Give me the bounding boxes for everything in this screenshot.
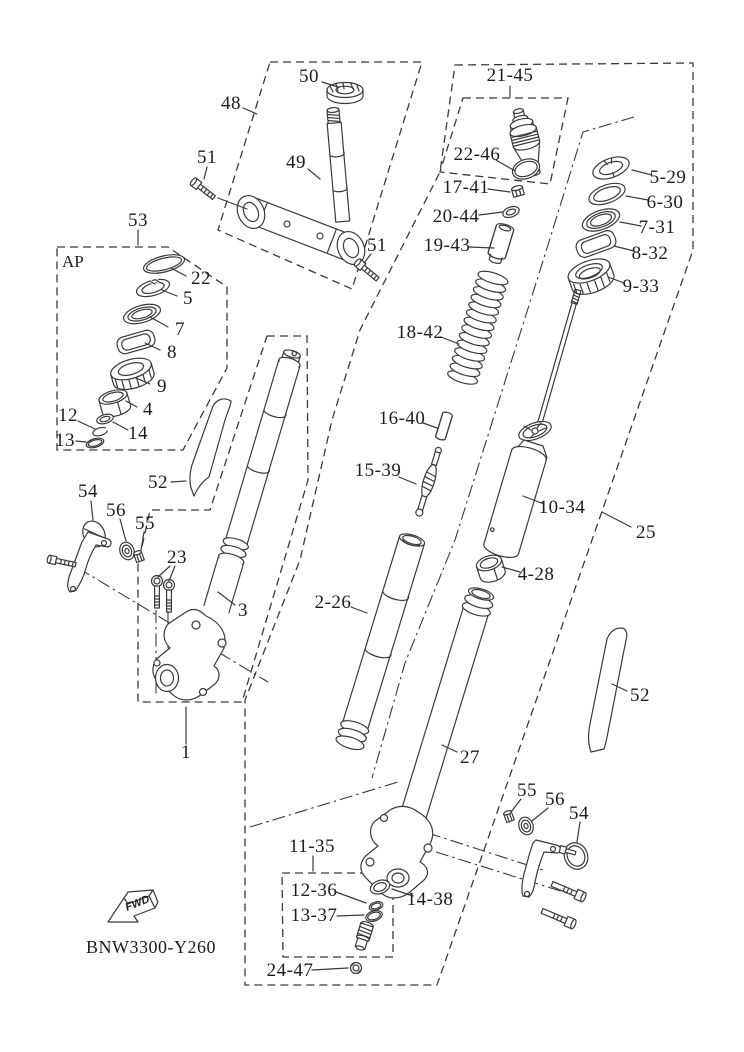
part-3-axle-bracket <box>153 609 226 700</box>
part-label-55-left: 55 <box>135 513 155 534</box>
part-label-25: 25 <box>636 522 656 543</box>
part-label-54-left: 54 <box>78 481 98 502</box>
part-label-15-39: 15-39 <box>354 460 402 481</box>
part-5-29-ring <box>590 153 632 184</box>
part-56-grommet-right <box>516 815 535 837</box>
part-7-31-oil-seal <box>579 204 622 235</box>
part-4-28-collar <box>474 552 507 585</box>
part-13-oring <box>85 436 105 449</box>
part-label-54-right: 54 <box>569 803 589 824</box>
part-label-7-31: 7-31 <box>638 217 676 238</box>
part-9-dust-seal <box>108 354 156 393</box>
part-label-23: 23 <box>167 547 187 568</box>
fwd-arrow-icon <box>108 890 158 922</box>
part-label-56-left: 56 <box>106 500 126 521</box>
part-label-51-right: 51 <box>367 235 387 256</box>
part-label-52-left: 52 <box>148 472 168 493</box>
part-label-3: 3 <box>238 600 248 621</box>
part-15-39-push-rod <box>413 446 444 518</box>
part-8-32-gasket <box>574 229 618 260</box>
part-20-44-washer <box>501 204 520 219</box>
part-55-nut-left <box>133 550 144 563</box>
part-18-42-spring <box>446 268 509 386</box>
part-51-bolt-left <box>189 177 217 201</box>
part-label-13-37: 13-37 <box>290 905 338 926</box>
part-label-5-29: 5-29 <box>649 167 687 188</box>
diagram-code: BNW3300-Y260 <box>86 937 216 957</box>
part-23-bolts <box>152 576 175 613</box>
part-13-37-oring <box>364 909 383 924</box>
part-label-9: 9 <box>157 376 167 397</box>
part-27-outer-tube <box>393 585 496 839</box>
part-label-11-35: 11-35 <box>288 836 336 857</box>
part-label-7: 7 <box>175 319 185 340</box>
part-7-oil-seal <box>121 301 162 328</box>
part-stay-bolt-right-2 <box>540 906 577 929</box>
part-stay-bolt-left <box>47 555 77 569</box>
part-label-24-47: 24-47 <box>266 960 314 981</box>
part-12-clip <box>92 426 108 437</box>
part-label-6-30: 6-30 <box>646 192 684 213</box>
part-6-30-ring <box>586 179 628 209</box>
part-label-48: 48 <box>221 93 241 114</box>
svg-text:FWD: FWD <box>123 893 152 914</box>
part-label-22: 22 <box>191 268 211 289</box>
part-16-40-collar <box>435 411 453 441</box>
leader-lines <box>76 82 652 970</box>
part-label-5: 5 <box>183 288 193 309</box>
part-label-55-right: 55 <box>517 780 537 801</box>
boundary-box-48 <box>218 62 422 289</box>
part-label-52-right: 52 <box>630 685 650 706</box>
part-27-axle-bracket <box>361 806 433 898</box>
part-5-snap-ring <box>135 276 172 300</box>
part-label-12-36: 12-36 <box>290 880 338 901</box>
part-56-grommet-left <box>117 540 136 562</box>
part-3-inner-tube <box>204 347 305 613</box>
part-label-1: 1 <box>181 742 191 763</box>
part-stay-bolt-right-1 <box>550 879 587 902</box>
part-label-14: 14 <box>128 423 148 444</box>
part-9-33-dust-seal <box>565 254 617 299</box>
boundary-box-21-45 <box>440 98 568 184</box>
part-label-19-43: 19-43 <box>423 235 471 256</box>
part-label-17-41: 17-41 <box>442 177 490 198</box>
part-19-43-spacer <box>486 222 515 266</box>
part-label-51-left: 51 <box>197 147 217 168</box>
part-label-56-right: 56 <box>545 789 565 810</box>
part-label-53: 53 <box>128 210 148 231</box>
part-label-27: 27 <box>460 747 480 768</box>
part-52-protector-left <box>190 399 231 496</box>
part-label-21-45: 21-45 <box>486 65 534 86</box>
part-55-nut-right <box>503 810 514 823</box>
part-label-9-33: 9-33 <box>622 276 660 297</box>
part-10-34-damper <box>482 289 581 561</box>
part-52-protector-right <box>589 628 627 752</box>
ap-label: AP <box>62 252 84 271</box>
part-label-16-40: 16-40 <box>378 408 426 429</box>
part-label-49: 49 <box>286 152 306 173</box>
part-label-4-28: 4-28 <box>517 564 555 585</box>
part-49-steering-stem <box>232 107 370 269</box>
part-label-20-44: 20-44 <box>432 206 480 227</box>
part-label-12: 12 <box>58 405 78 426</box>
part-base-valve <box>353 920 374 951</box>
part-label-18-42: 18-42 <box>396 322 444 343</box>
part-label-10-34: 10-34 <box>538 497 586 518</box>
part-17-41-nut <box>511 185 524 198</box>
part-label-13: 13 <box>55 430 75 451</box>
part-label-14-38: 14-38 <box>406 889 454 910</box>
part-24-47-plug <box>351 963 362 974</box>
part-label-50: 50 <box>299 66 319 87</box>
part-label-2-26: 2-26 <box>314 592 352 613</box>
part-14-washer <box>96 412 115 425</box>
part-label-4: 4 <box>143 399 153 420</box>
part-54-reflector-right <box>560 839 592 873</box>
part-8-gasket <box>115 329 156 356</box>
part-label-8: 8 <box>167 342 177 363</box>
parts-layer <box>47 83 632 974</box>
part-label-8-32: 8-32 <box>631 243 669 264</box>
part-label-22-46: 22-46 <box>453 144 501 165</box>
